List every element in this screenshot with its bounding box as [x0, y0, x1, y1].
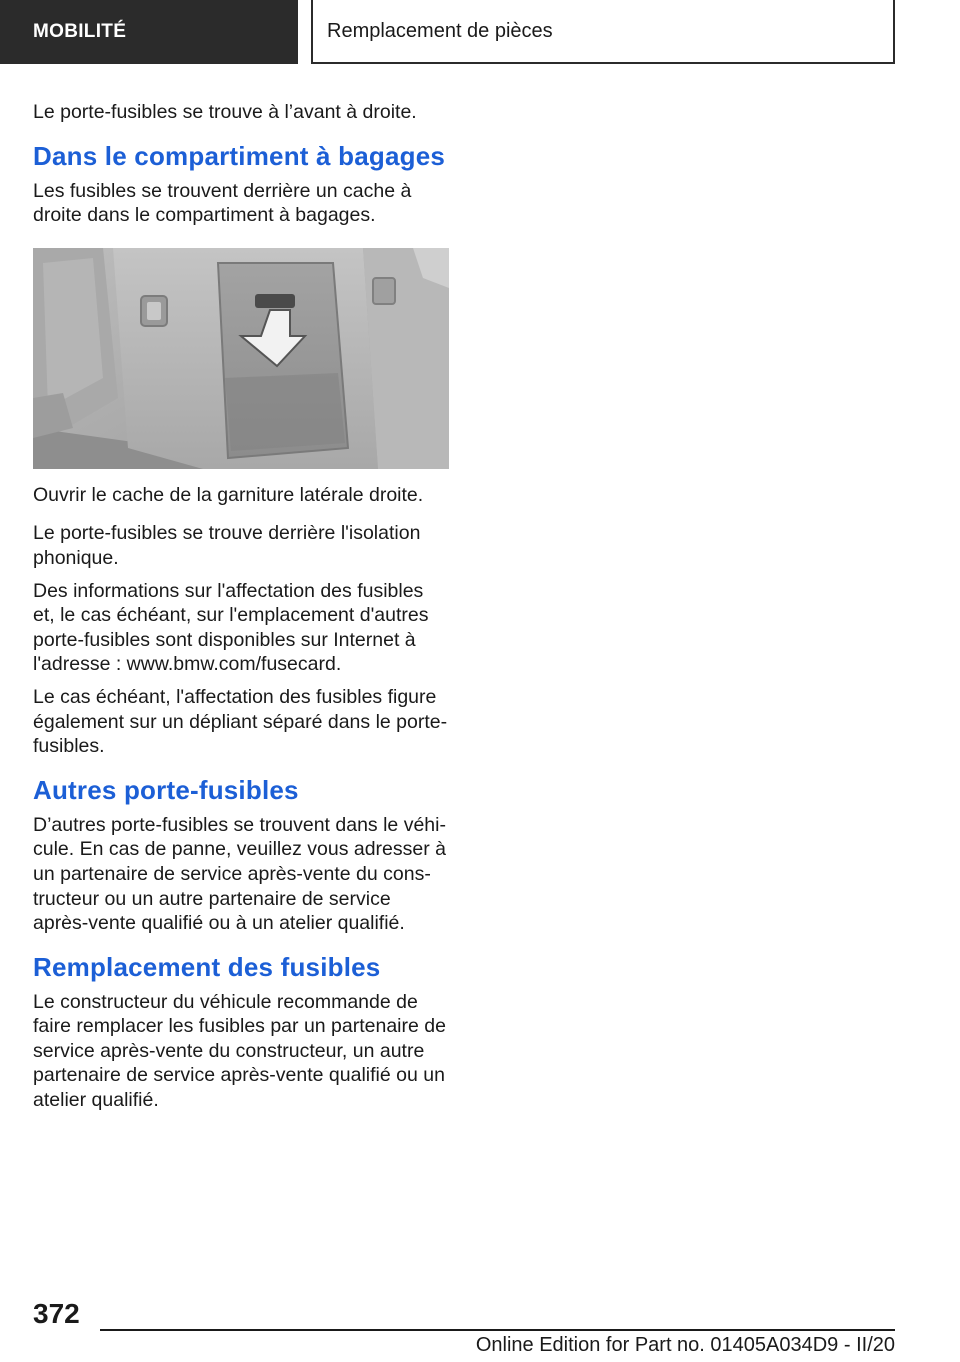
fuse-replacement-paragraph: Le constructeur du véhicule recommande de faire remplacer les fusibles par un partenaire de service après-vente du constructeur, un autre partenaire de service après-vente qualifié ou un atelier qualifié.	[33, 990, 446, 1112]
page-number: 372	[33, 1298, 80, 1329]
luggage-paragraph-4: Le cas échéant, l'affectation des fusibles figure également sur un dépliant séparé dans le porte-fusibles.	[33, 685, 448, 758]
image-caption: Ouvrir le cache de la garniture latérale droite.	[33, 483, 424, 506]
luggage-paragraph-3: Des informations sur l'affectation des fusibles et, le cas échéant, sur l'emplacement d'autres porte-fusibles sont disponibles sur Internet à l'adresse : www.bmw.com/fusecard.	[33, 579, 429, 676]
luggage-paragraph-1: Les fusibles se trouvent derrière un cache à droite dans le compartiment à bagages.	[33, 179, 412, 227]
intro-paragraph: Le porte-fusibles se trouve à l’avant à droite.	[33, 101, 417, 123]
footer-divider	[100, 1329, 895, 1331]
section-tab	[0, 0, 298, 64]
chapter-title: Remplacement de pièces	[327, 19, 553, 42]
trunk-fuse-cover-illustration	[33, 248, 449, 469]
luggage-paragraph-2: Le porte-fusibles se trouve derrière l'isolation phonique.	[33, 522, 421, 569]
heading-fuse-replacement: Remplacement des fusibles	[33, 951, 381, 982]
main-column	[33, 100, 449, 1121]
heading-luggage-compartment: Dans le compartiment à bagages	[33, 140, 446, 171]
edition-note: Online Edition for Part no. 01405A034D9 - II/20	[475, 1334, 895, 1356]
other-fuse-holders-paragraph: D’autres porte-fusibles se trouvent dans le véhicule. En cas de panne, veuillez vous adresser à un partenaire de service après-vente du constructeur ou un autre partenaire de service après-vente qualifié ou à un atelier qualifié.	[33, 813, 446, 935]
section-title: MOBILITÉ	[33, 21, 127, 42]
chapter-header	[311, 0, 895, 64]
heading-other-fuse-holders: Autres porte-fusibles	[33, 774, 299, 805]
